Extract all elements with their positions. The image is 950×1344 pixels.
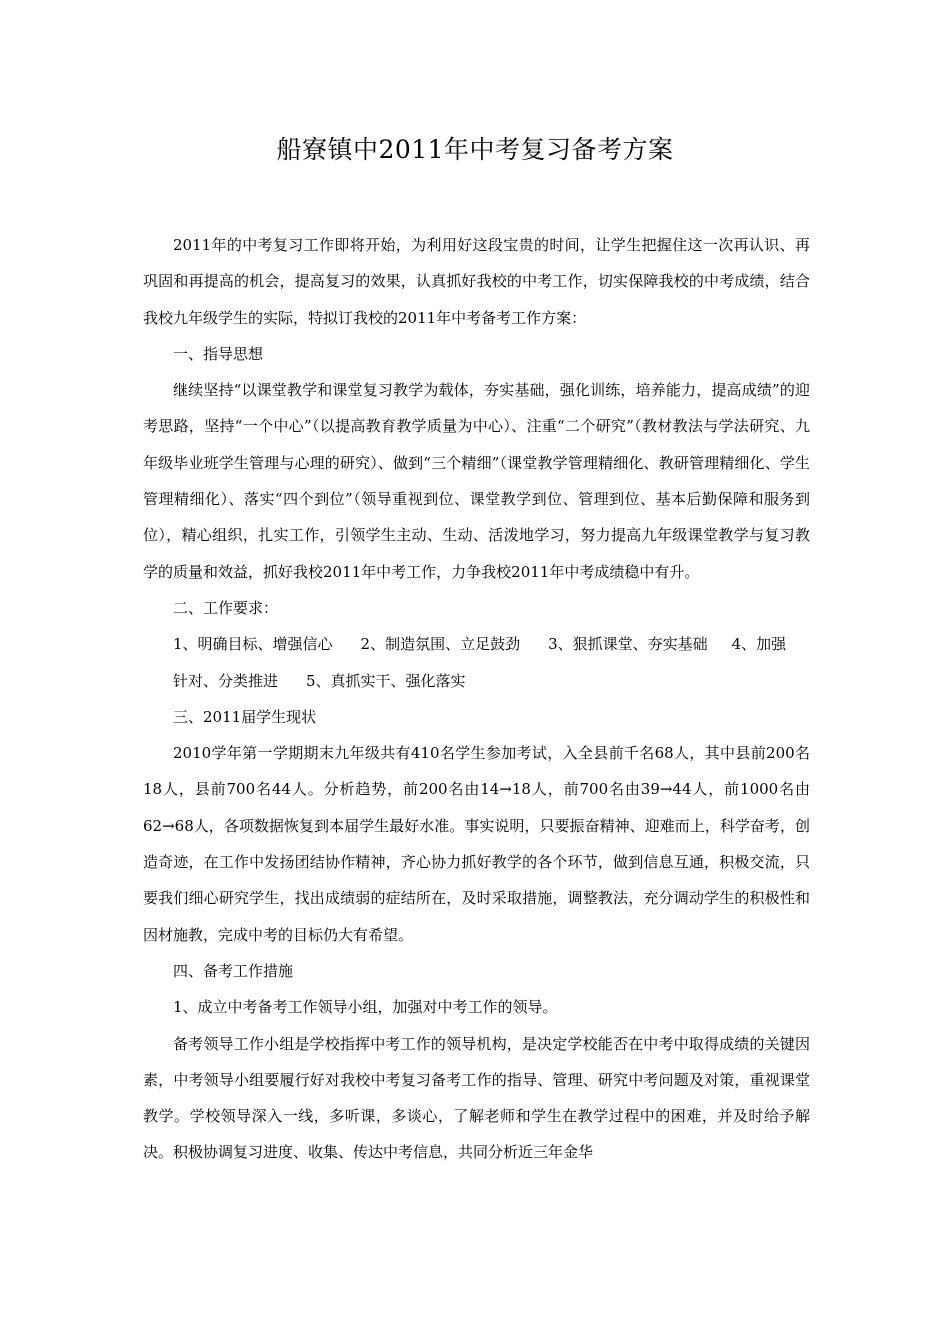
requirement-item-3: 3、狠抓课堂、夯实基础: [548, 635, 708, 654]
guiding-thought-paragraph: 继续坚持“以课堂教学和课堂复习教学为载体，夯实基础，强化训练，培养能力，提高成绩”的迎考思路，坚持“一个中心”（以提高教育教学质量为中心）、注重“二个研究”（教材教法与学法研究、九年级毕业班学生管理与心理的研究）、做到“三个精细”（课堂教学管理精细化、教研管理精细化、学生管理精细化）、落实“四个到位”（领导重视到位、课堂教学到位、管理到位、基本后勤保障和服务到位），精心组织，扎实工作，引领学生主动、生动、活泼地学习，努力提高九年级课堂教学与复习教学的质量和效益，抓好我校2011年中考工作，力争我校2011年中考成绩稳中有升。: [143, 381, 810, 581]
requirement-item-4-end: 针对、分类推进: [173, 671, 279, 690]
requirement-item-2: 2、制造氛围、立足鼓劲: [360, 635, 521, 654]
measure-item-1-paragraph: 备考领导工作小组是学校指挥中考工作的领导机构，是决定学校能否在中考中取得成绩的关键因素，中考领导小组要履行好对我校中考复习备考工作的指导、管理、研究中考问题及对策，重视课堂教学。学校领导深入一线，多听课，多谈心，了解老师和学生在教学过程中的困难，并及时给予解决。积极协调复习进度、收集、传达中考信息，共同分析近三年金华: [143, 1034, 810, 1162]
section-heading-measures: 四、备考工作措施: [173, 961, 294, 980]
requirement-item-1: 1、明确目标、增强信心: [173, 635, 333, 654]
requirement-item-4-start: 4、加强: [731, 635, 787, 654]
requirements-line-2: [143, 663, 810, 699]
section-heading-work-requirements: 二、工作要求：: [173, 598, 279, 617]
requirement-item-5: 5、真抓实干、强化落实: [306, 671, 466, 690]
requirements-line-1: [143, 626, 810, 662]
measure-item-1: 1、成立中考备考工作领导小组，加强对中考工作的领导。: [173, 998, 558, 1017]
section-heading-guiding-thought: 一、指导思想: [173, 344, 264, 363]
student-status-paragraph: 2010学年第一学期期末九年级共有410名学生参加考试，入全县前千名68人，其中县前200名18人，县前700名44人。分析趋势，前200名由14→18人，前700名由39→44人，前1000名由62→68人，各项数据恢复到本届学生最好水准。事实说明，只要振奋精神、迎难而上，科学奋考，创造奇迹，在工作中发扬团结协作精神，齐心协力抓好教学的各个环节，做到信息互通，积极交流，只要我们细心研究学生，找出成绩弱的症结所在，及时采取措施，调整教法，充分调动学生的积极性和因材施教，完成中考的目标仍大有希望。: [143, 744, 810, 944]
section-heading-student-status: 三、2011届学生现状: [173, 707, 317, 726]
document-body: [143, 227, 810, 1171]
intro-paragraph: 2011年的中考复习工作即将开始，为利用好这段宝贵的时间，让学生把握住这一次再认识、再巩固和再提高的机会，提高复习的效果，认真抓好我校的中考工作，切实保障我校的中考成绩，结合我校九年级学生的实际，特拟订我校的2011年中考备考工作方案：: [143, 236, 810, 327]
document-title: 船寮镇中2011年中考复习备考方案: [276, 135, 674, 164]
